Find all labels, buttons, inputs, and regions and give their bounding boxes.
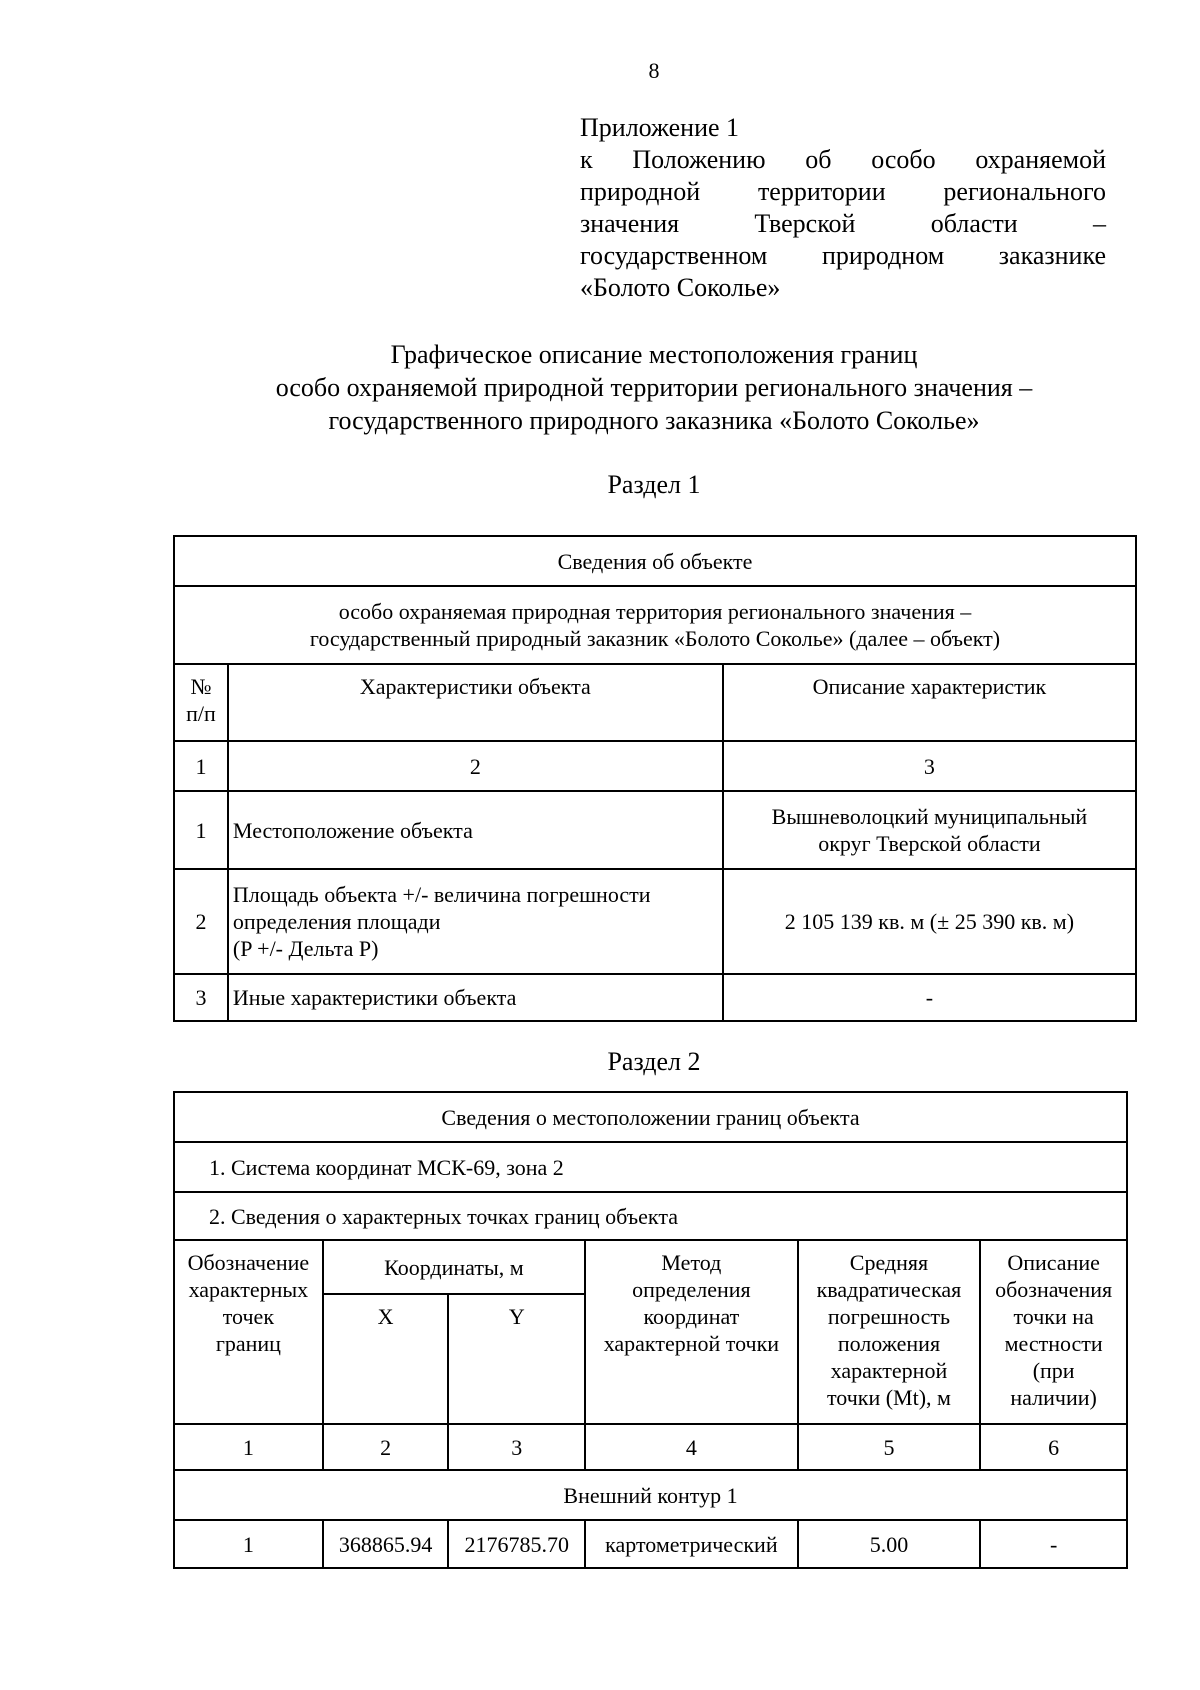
points-info: 2. Сведения о характерных точках границ объекта <box>174 1192 1127 1240</box>
header-line: точки (Mt), м <box>826 1385 951 1410</box>
index-cell: 2 <box>323 1424 449 1470</box>
header-line: Описание <box>1007 1250 1100 1275</box>
table1-header: Сведения об объекте <box>174 536 1136 586</box>
index-cell: 3 <box>448 1424 585 1470</box>
col-header-coordinates: Координаты, м <box>323 1240 585 1294</box>
appendix-line: «Болото Соколье» <box>580 273 781 302</box>
header-line: обозначения <box>995 1277 1113 1302</box>
row-characteristic <box>228 869 723 974</box>
characteristic-line: Площадь объекта +/- величина погрешности <box>232 882 651 907</box>
header-line: наличии) <box>1010 1385 1097 1410</box>
appendix-line: государственном природном заказнике <box>580 241 1106 270</box>
header-line: Метод <box>661 1250 722 1275</box>
header-line: погрешность <box>827 1304 951 1329</box>
row-description: 2 105 139 кв. м (± 25 390 кв. м) <box>723 869 1136 974</box>
col-header-point-description <box>980 1240 1127 1424</box>
row-number: 2 <box>174 869 228 974</box>
characteristic-line: (P +/- Дельта P) <box>232 936 379 961</box>
table-row <box>174 869 1136 974</box>
index-cell: 1 <box>174 1424 323 1470</box>
table-row <box>174 1520 1127 1568</box>
table-row <box>174 974 1136 1021</box>
contour-label: Внешний контур 1 <box>174 1470 1127 1520</box>
index-cell: 6 <box>980 1424 1127 1470</box>
document-title <box>170 338 1138 437</box>
point-id: 1 <box>174 1520 323 1568</box>
index-cell: 1 <box>174 741 228 791</box>
header-line: положения <box>837 1331 941 1356</box>
coord-x: 368865.94 <box>323 1520 449 1568</box>
col-header-error <box>798 1240 981 1424</box>
header-line: характерной <box>830 1358 948 1383</box>
index-cell: 3 <box>723 741 1136 791</box>
description-line: округ Тверской области <box>818 831 1041 856</box>
header-line: точек <box>222 1304 275 1329</box>
row-description <box>723 791 1136 869</box>
row-description: - <box>723 974 1136 1021</box>
index-cell: 4 <box>585 1424 798 1470</box>
table-row <box>174 791 1136 869</box>
header-line: характерных <box>188 1277 309 1302</box>
mt-error: 5.00 <box>798 1520 981 1568</box>
method: картометрический <box>585 1520 798 1568</box>
col-header-y: Y <box>448 1294 585 1424</box>
point-description: - <box>980 1520 1127 1568</box>
index-cell: 2 <box>228 741 723 791</box>
coordinate-system: 1. Система координат МСК-69, зона 2 <box>174 1142 1127 1192</box>
object-name-line: особо охраняемая природная территория регионального значения – <box>338 599 972 624</box>
appendix-block <box>580 112 1106 304</box>
index-cell: 5 <box>798 1424 981 1470</box>
col-header-num-line: № <box>190 674 212 699</box>
header-line: границ <box>215 1331 281 1356</box>
row-number: 1 <box>174 791 228 869</box>
header-line: определения <box>632 1277 751 1302</box>
object-name-line: государственный природный заказник «Болото Соколье» (далее – объект) <box>309 626 1001 651</box>
row-number: 3 <box>174 974 228 1021</box>
appendix-line: Приложение 1 <box>580 113 740 142</box>
header-line: (при <box>1032 1358 1075 1383</box>
title-line: государственного природного заказника «Болото Соколье» <box>328 406 980 435</box>
boundary-points-table <box>173 1091 1128 1569</box>
coord-y: 2176785.70 <box>448 1520 585 1568</box>
header-line: точки на <box>1013 1304 1094 1329</box>
col-header-x: X <box>323 1294 449 1424</box>
page-number: 8 <box>648 58 660 83</box>
row-characteristic: Местоположение объекта <box>228 791 723 869</box>
col-header-point <box>174 1240 323 1424</box>
object-name-cell <box>174 586 1136 664</box>
object-info-table <box>173 535 1137 1022</box>
row-characteristic: Иные характеристики объекта <box>228 974 723 1021</box>
col-header-characteristics: Характеристики объекта <box>228 664 723 741</box>
header-line: характерной точки <box>603 1331 780 1356</box>
header-line: Средняя <box>849 1250 929 1275</box>
header-line: квадратическая <box>816 1277 962 1302</box>
header-line: координат <box>643 1304 740 1329</box>
title-line: Графическое описание местоположения границ <box>390 340 918 369</box>
header-line: местности <box>1004 1331 1103 1356</box>
section2-heading: Раздел 2 <box>607 1047 701 1076</box>
appendix-line: природной территории регионального <box>580 177 1106 206</box>
col-header-description: Описание характеристик <box>723 664 1136 741</box>
col-header-num-line: п/п <box>186 701 216 726</box>
header-line: Обозначение <box>187 1250 310 1275</box>
section1-heading: Раздел 1 <box>607 470 701 499</box>
description-line: Вышневолоцкий муниципальный <box>771 804 1088 829</box>
table2-header: Сведения о местоположении границ объекта <box>174 1092 1127 1142</box>
appendix-line: значения Тверской области – <box>580 209 1106 238</box>
appendix-line: к Положению об особо охраняемой <box>580 145 1106 174</box>
col-header-num <box>174 664 228 741</box>
characteristic-line: определения площади <box>232 909 441 934</box>
col-header-method <box>585 1240 798 1424</box>
title-line: особо охраняемой природной территории регионального значения – <box>275 373 1033 402</box>
